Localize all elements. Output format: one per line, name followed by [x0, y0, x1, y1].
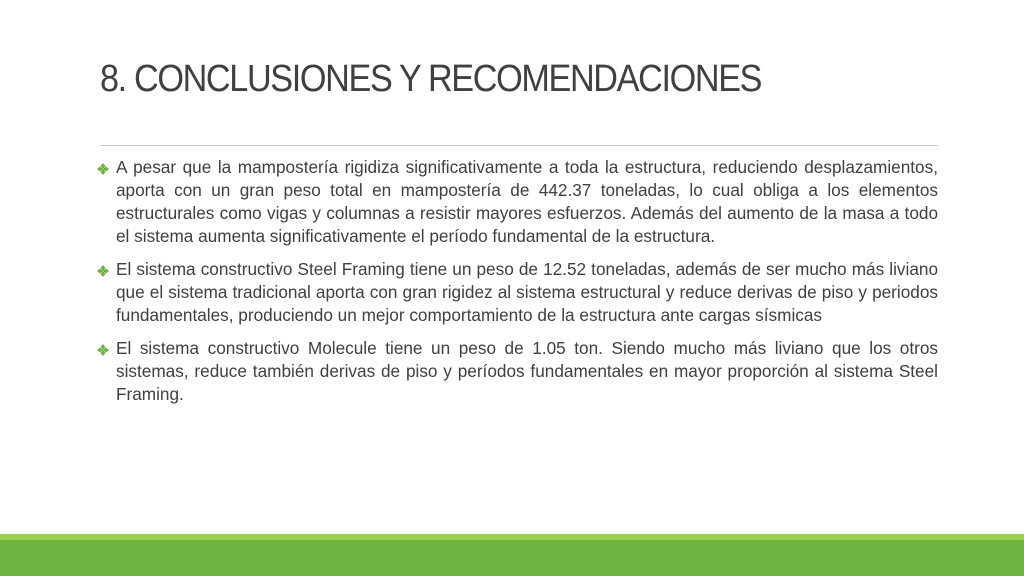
diamond-bullet-icon — [96, 264, 110, 278]
bullet-list — [94, 156, 938, 416]
title-divider — [100, 145, 938, 146]
diamond-bullet-icon — [96, 343, 110, 357]
footer-band-dark — [0, 540, 1024, 576]
bullet-text: El sistema constructivo Steel Framing tiene un peso de 12.52 toneladas, además de ser mucho más liviano que el sistema tradicional aporta con gran rigidez al sistema estructural y reduce derivas de piso y periodos fundamentales, produciendo un mejor comportamiento de la estructura ante cargas sísmicas — [116, 259, 938, 325]
bullet-item — [94, 337, 938, 406]
bullet-text: El sistema constructivo Molecule tiene un peso de 1.05 ton. Siendo mucho más liviano que los otros sistemas, reduce también derivas de piso y períodos fundamentales en mayor proporción al sistema Steel Framing. — [116, 338, 938, 404]
diamond-bullet-icon — [96, 162, 110, 176]
bullet-item — [94, 258, 938, 327]
bullet-text: A pesar que la mampostería rigidiza significativamente a toda la estructura, reduciendo desplazamientos, aporta con un gran peso total en mampostería de 442.37 toneladas, lo cual obliga a los elementos estructurales como vigas y columnas a resistir mayores esfuerzos. Además del aumento de la masa a todo el sistema aumenta significativamente el período fundamental de la estructura. — [116, 157, 938, 246]
slide-title: 8. CONCLUSIONES Y RECOMENDACIONES — [100, 58, 762, 100]
bullet-item — [94, 156, 938, 248]
